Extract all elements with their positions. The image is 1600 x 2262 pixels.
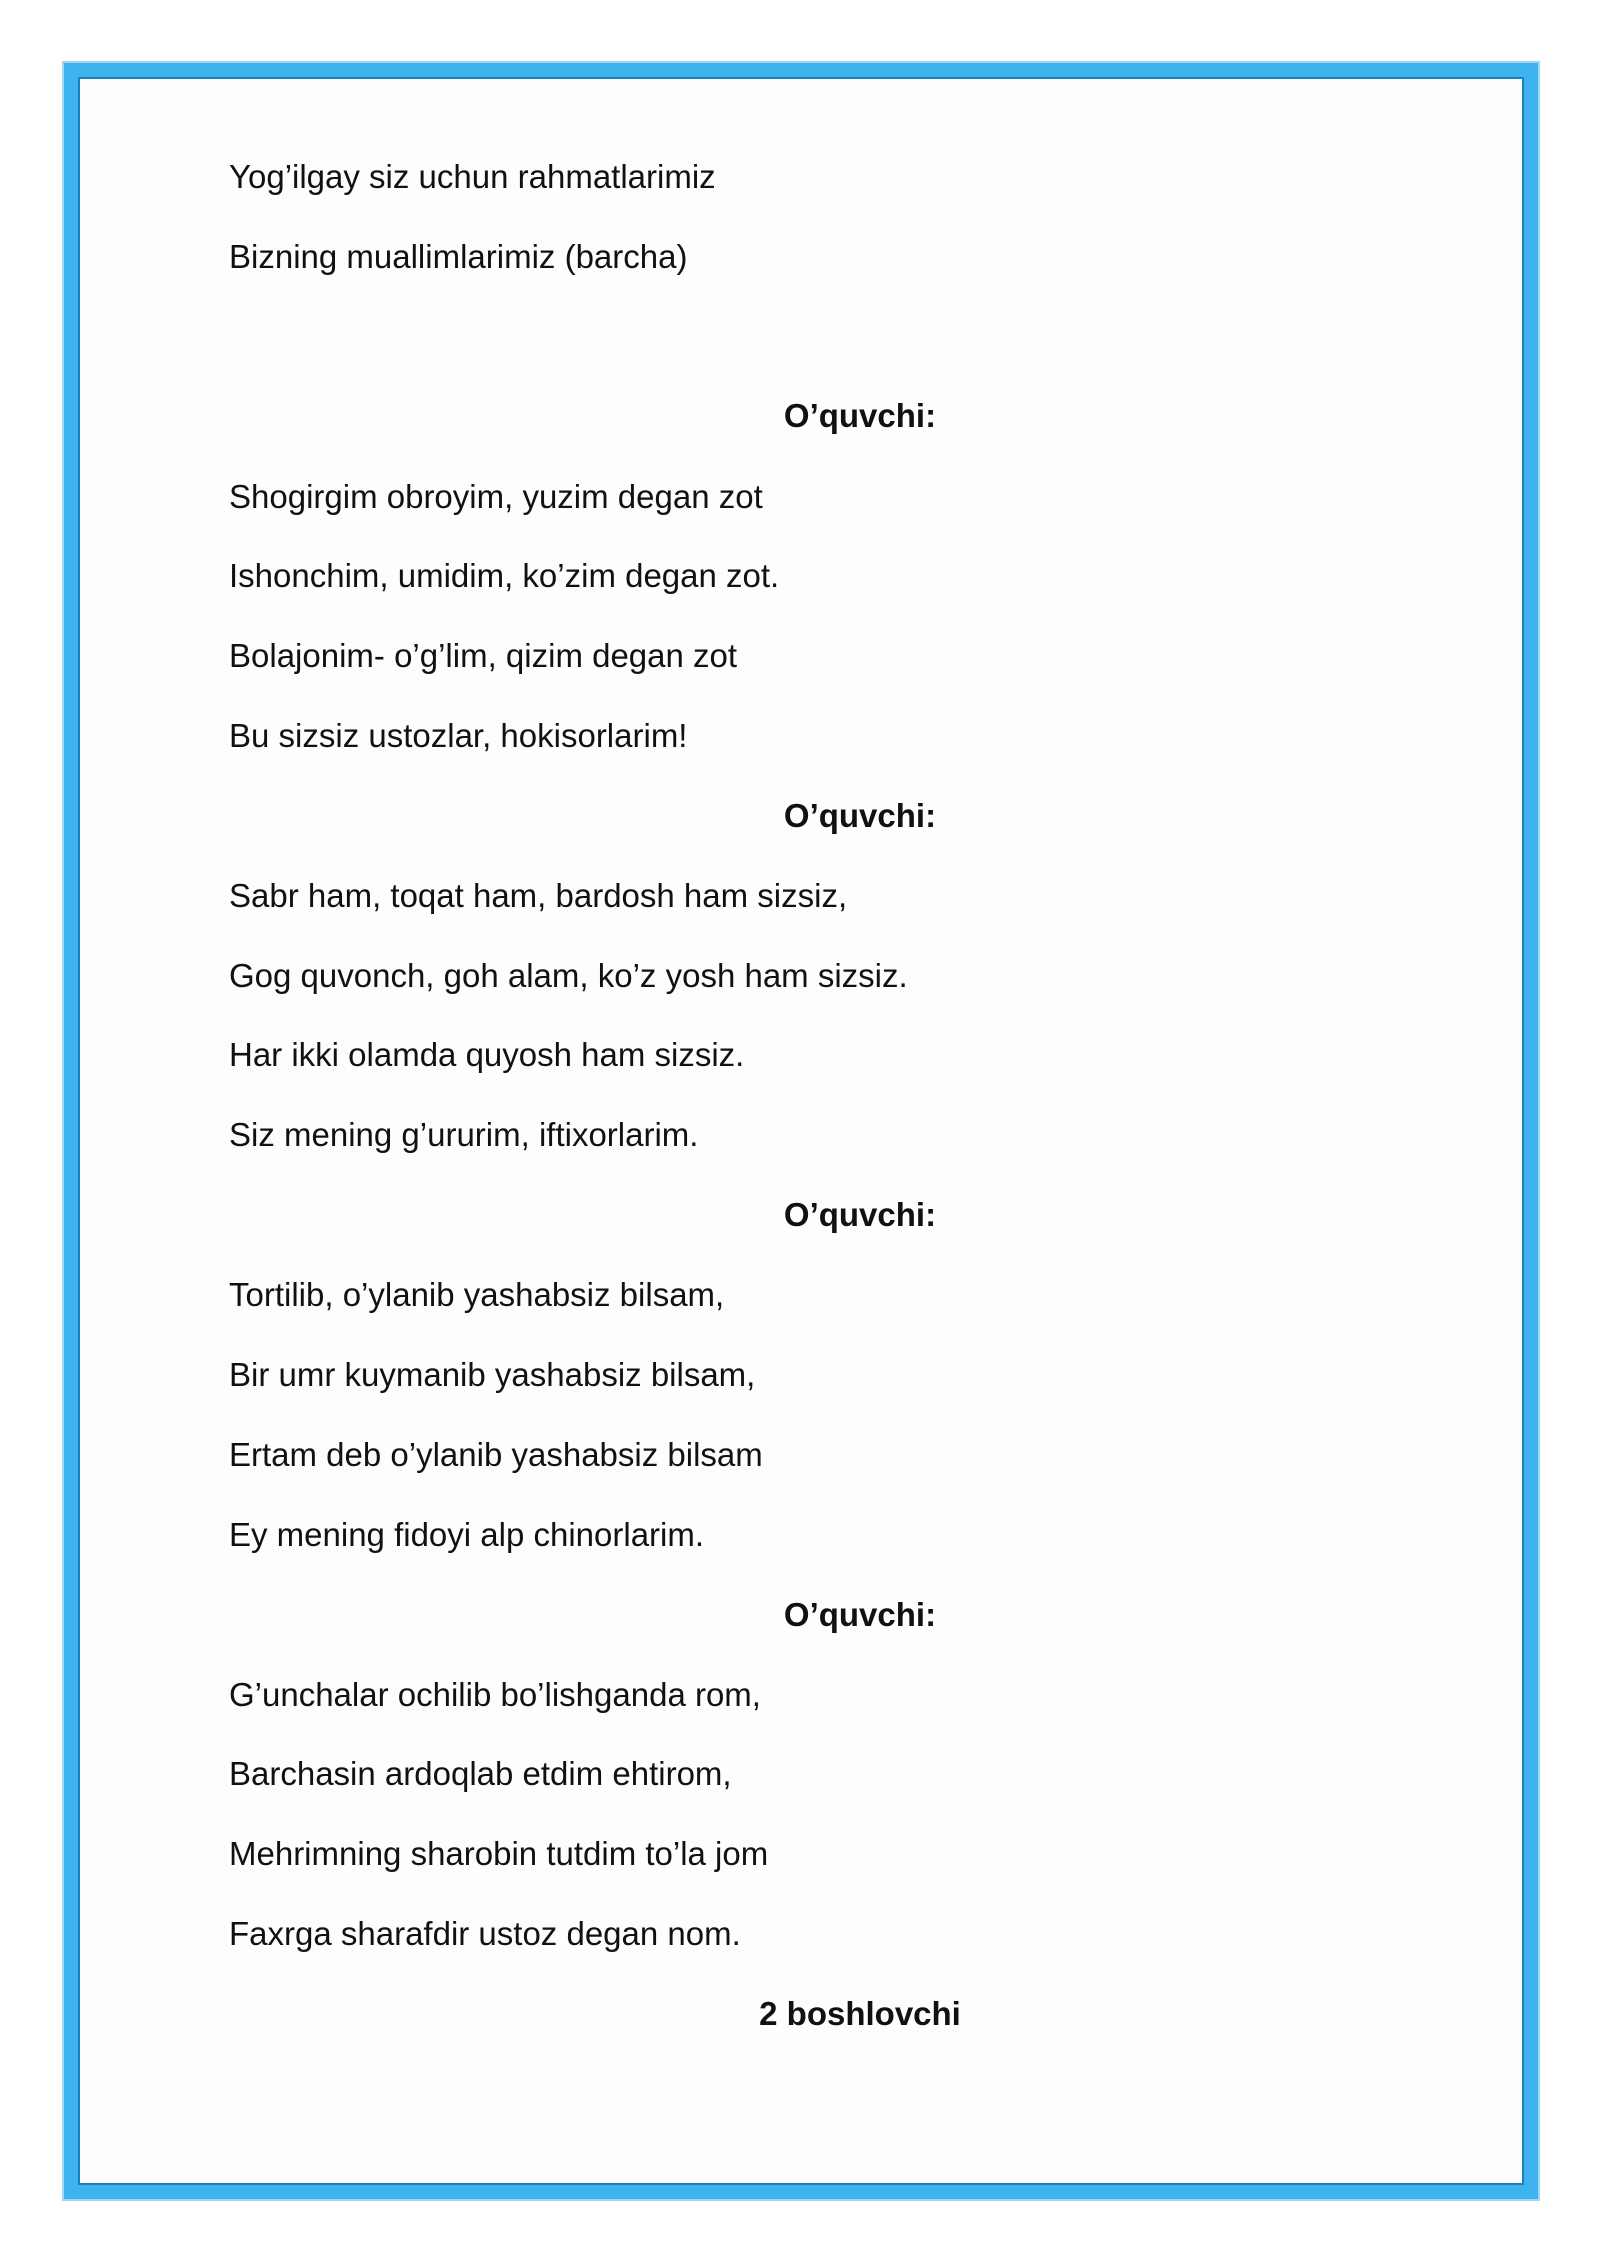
verse-line: Siz mening g’ururim, iftixorlarim. [229,1116,699,1153]
verse-line: Sabr ham, toqat ham, bardosh ham sizsiz, [229,877,848,914]
speaker-heading: O’quvchi: [783,397,937,434]
verse-line: Bolajonim- o’g’lim, qizim degan zot [229,637,738,674]
verse-line: Tortilib, o’ylanib yashabsiz bilsam, [229,1276,725,1313]
verse-line: Bir umr kuymanib yashabsiz bilsam, [229,1356,756,1393]
verse-line: Ey mening fidoyi alp chinorlarim. [229,1516,705,1553]
intro-line: Bizning muallimlarimiz (barcha) [229,238,688,275]
verse-line: Ishonchim, umidim, ko’zim degan zot. [229,557,780,594]
intro-line: Yog’ilgay siz uchun rahmatlarimiz [229,158,716,195]
verse-line: Barchasin ardoqlab etdim ehtirom, [229,1755,732,1792]
speaker-heading: O’quvchi: [783,1196,937,1233]
speaker-heading: O’quvchi: [783,797,937,834]
verse-line: Shogirgim obroyim, yuzim degan zot [229,478,763,515]
verse-line: Faxrga sharafdir ustoz degan nom. [229,1915,741,1952]
verse-line: Ertam deb o’ylanib yashabsiz bilsam [229,1436,763,1473]
verse-line: Har ikki olamda quyosh ham sizsiz. [229,1036,745,1073]
verse-line: Bu sizsiz ustozlar, hokisorlarim! [229,717,688,754]
verse-line: Mehrimning sharobin tutdim to’la jom [229,1835,769,1872]
closing-speaker-heading: 2 boshlovchi [759,1995,961,2032]
speaker-heading: O’quvchi: [783,1596,937,1633]
verse-line: G’unchalar ochilib bo’lishganda rom, [229,1676,761,1713]
verse-line: Gog quvonch, goh alam, ko’z yosh ham sizsiz. [229,957,908,994]
